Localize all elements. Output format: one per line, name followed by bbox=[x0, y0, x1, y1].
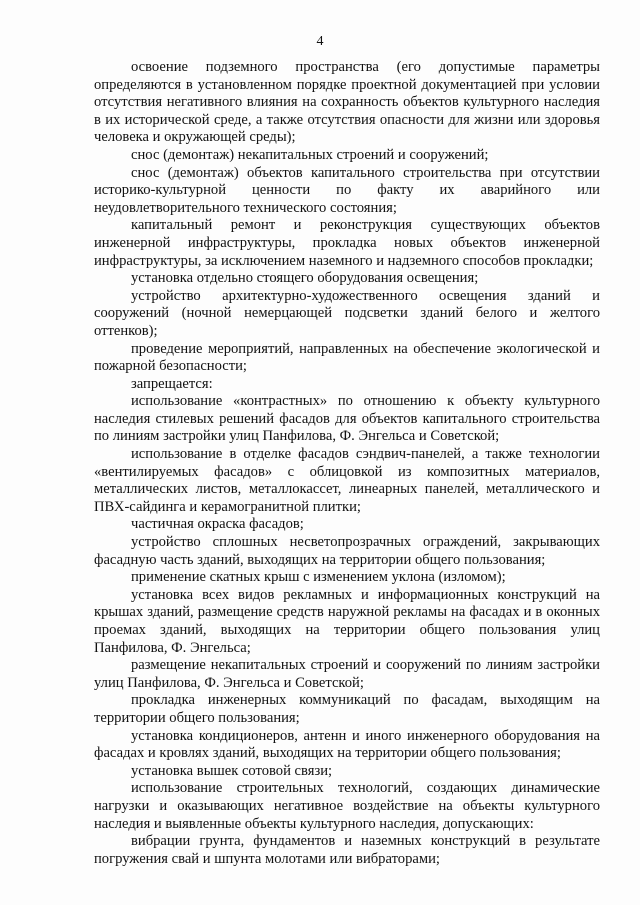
paragraph: установка кондиционеров, антенн и иного инженерного оборудования на фасадах и кровлях зданий, выходящих на территории общего пользования; bbox=[94, 727, 600, 762]
paragraph: снос (демонтаж) объектов капитального строительства при отсутствии историко-культурной ценности по факту их аварийного или неудовлетворительного технического состояния; bbox=[94, 164, 600, 216]
paragraph: установка отдельно стоящего оборудования освещения; bbox=[131, 270, 479, 287]
paragraph: использование «контрастных» по отношению к объекту культурного наследия стилевых решений фасадов для объектов капитального строительства по линиям застройки улиц Панфилова, Ф. Энгельса и Советской; bbox=[94, 393, 600, 445]
paragraph: использование строительных технологий, создающих динамические нагрузки и оказывающих негативное воздействие на объекты культурного наследия и выявленные объекты культурного наследия, допускающих: bbox=[94, 780, 600, 832]
paragraph: размещение некапитальных строений и сооружений по линиям застройки улиц Панфилова, Ф. Энгельса и Советской; bbox=[94, 657, 600, 691]
paragraph: установка вышек сотовой связи; bbox=[131, 762, 333, 779]
paragraph: освоение подземного пространства (его допустимые параметры определяются в установленном порядке проектной документацией при условии отсутствия негативного влияния на сохранность объектов культурного наследия в их исторической среде, а также отсутствия опасности для жизни или здоровья человека и окружающей среды); bbox=[94, 59, 600, 146]
paragraph: капитальный ремонт и реконструкция существующих объектов инженерной инфраструктуры, прокладка новых объектов инженерной инфраструктуры, за исключением наземного и надземного способов прокладки; bbox=[94, 217, 600, 269]
paragraph: устройство сплошных несветопрозрачных ограждений, закрывающих фасадную часть зданий, выходящих на территории общего пользования; bbox=[94, 534, 600, 568]
paragraph: установка всех видов рекламных и информационных конструкций на крышах зданий, размещение средств наружной рекламы на фасадах и в оконных проемах зданий, выходящих на территории общего пользования улиц Панфилова, Ф. Энгельса; bbox=[94, 586, 600, 656]
page-number: 4 bbox=[316, 34, 324, 49]
paragraph: снос (демонтаж) некапитальных строений и сооружений; bbox=[131, 146, 489, 163]
paragraph: использование в отделке фасадов сэндвич-панелей, а также технологии «вентилируемых фасадов» с облицовкой из композитных материалов, металлических листов, металлокассет, линеарных панелей, металлического и ПВХ-сайдинга и керамогранитной плитки; bbox=[94, 446, 600, 515]
paragraph: частичная окраска фасадов; bbox=[131, 516, 304, 533]
paragraph: прокладка инженерных коммуникаций по фасадам, выходящим на территории общего пользования; bbox=[94, 692, 600, 726]
paragraph: запрещается: bbox=[131, 375, 213, 392]
paragraph: проведение мероприятий, направленных на обеспечение экологической и пожарной безопасности; bbox=[94, 340, 600, 375]
paragraph: вибрации грунта, фундаментов и наземных конструкций в результате погружения свай и шпунта молотами или вибраторами; bbox=[94, 833, 600, 867]
paragraph: устройство архитектурно-художественного освещения зданий и сооружений (ночной немерцающей подсветки зданий белого и желтого оттенков); bbox=[94, 287, 600, 339]
document-body bbox=[94, 59, 600, 868]
paragraph: применение скатных крыш с изменением уклона (изломом); bbox=[131, 569, 506, 586]
